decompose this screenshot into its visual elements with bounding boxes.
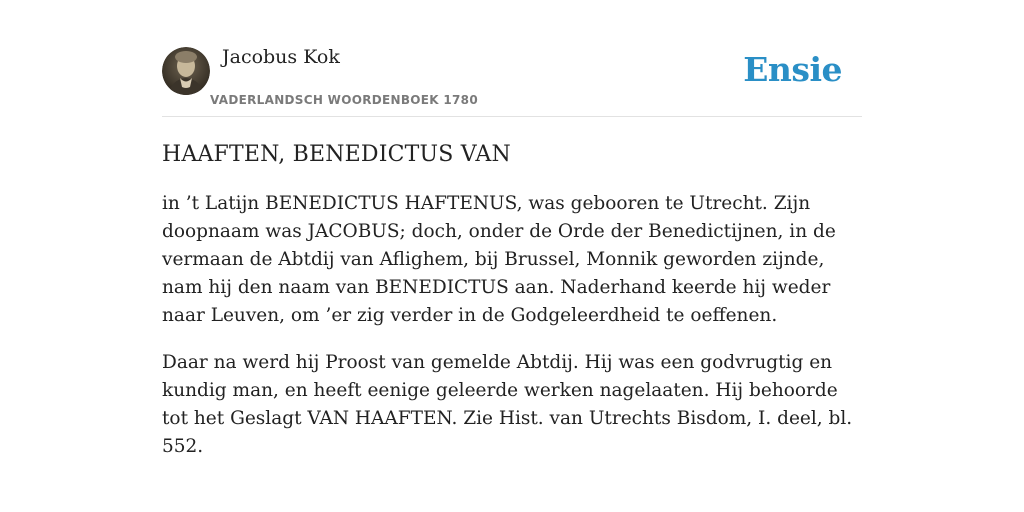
- source-label[interactable]: VADERLANDSCH WOORDENBOEK 1780: [210, 93, 478, 107]
- author-avatar[interactable]: [162, 47, 210, 95]
- ensie-logo[interactable]: Ensie: [743, 50, 842, 89]
- article-card: [162, 40, 862, 461]
- article-header: [162, 40, 862, 117]
- article-paragraph: in ’t Latijn BENEDICTUS HAFTENUS, was gebooren te Utrecht. Zijn doopnaam was JACOBUS; doch, onder de Orde der Benedictijnen, in de vermaan de Abtdij van Aflighem, bij Brussel, Monnik geworden zijnde, nam hij den naam van BENEDICTUS aan. Naderhand keerde hij weder naar Leuven, om ’er zig verder in de Godgeleerdheid te oeffenen.: [162, 193, 836, 326]
- article-title: HAAFTEN, BENEDICTUS VAN: [162, 142, 511, 167]
- article-paragraph: Daar na werd hij Proost van gemelde Abtdij. Hij was een godvrugtig en kundig man, en heeft eenige geleerde werken nagelaaten. Hij behoorde tot het Geslagt VAN HAAFTEN. Zie Hist. van Utrechts Bisdom, I. deel, bl. 552.: [162, 352, 853, 457]
- author-name[interactable]: Jacobus Kok: [222, 46, 340, 68]
